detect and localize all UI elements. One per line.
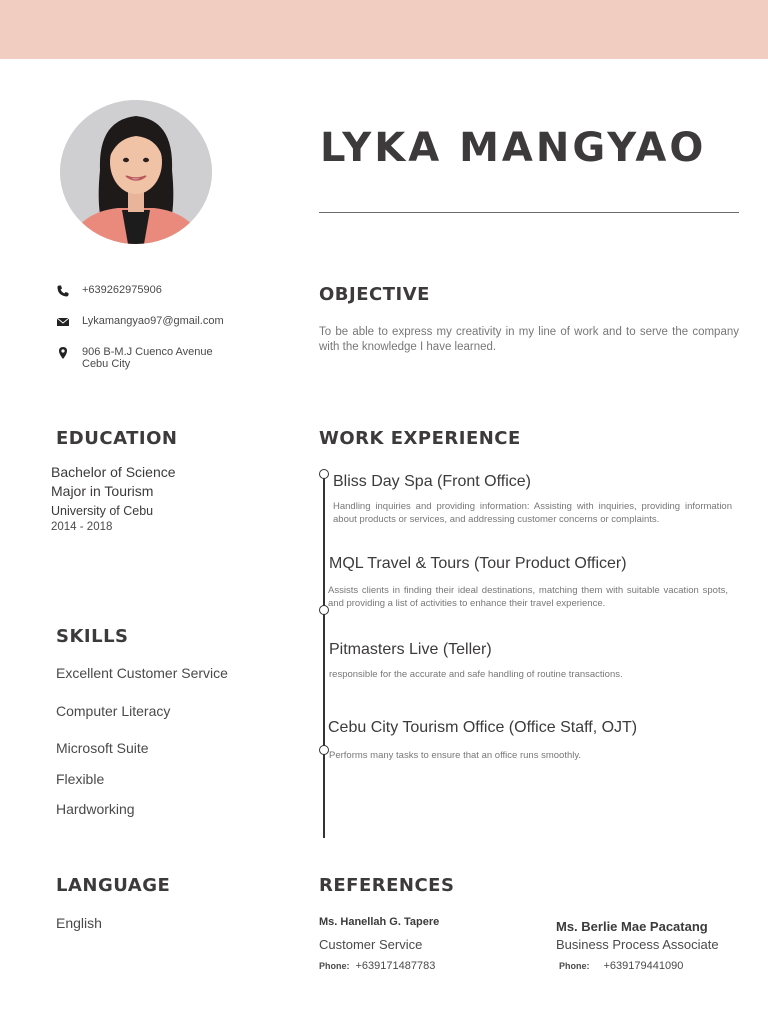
reference-phone-number: +639171487783 [355, 960, 436, 972]
language-item: English [56, 915, 102, 931]
job-description: responsible for the accurate and safe handling of routine transactions. [329, 669, 623, 680]
objective-text: To be able to express my creativity in my line of work and to serve the company with the knowledge I have learned. [319, 326, 739, 353]
email-text: Lykamangyao97@gmail.com [82, 315, 224, 327]
skill-item: Microsoft Suite [56, 740, 149, 756]
address-line-2: Cebu City [82, 358, 131, 370]
job-title: Bliss Day Spa (Front Office) [333, 473, 531, 490]
name-divider [319, 212, 739, 213]
skill-item: Excellent Customer Service [56, 665, 228, 681]
job-title: Pitmasters Live (Teller) [329, 641, 492, 658]
reference-role: Business Process Associate [556, 937, 719, 952]
job-title: MQL Travel & Tours (Tour Product Officer) [329, 555, 627, 572]
job-description: Performs many tasks to ensure that an office runs smoothly. [329, 750, 582, 761]
header-band [0, 0, 768, 59]
education-heading: EDUCATION [56, 428, 178, 449]
reference-phone-number: +639179441090 [603, 960, 684, 972]
timeline-line [323, 476, 325, 838]
references-heading: REFERENCES [319, 875, 455, 896]
candidate-name: LYKA MANGYAO [320, 125, 707, 171]
reference-name: Ms. Berlie Mae Pacatang [556, 919, 708, 934]
profile-photo [60, 100, 212, 244]
skill-item: Hardworking [56, 801, 135, 817]
timeline-dot [319, 745, 329, 755]
skill-item: Flexible [56, 771, 105, 787]
reference-phone [319, 960, 435, 972]
phone-label: Phone: [559, 961, 590, 971]
reference-role: Customer Service [319, 937, 423, 952]
address-line-1: 906 B-M.J Cuenco Avenue [82, 346, 213, 358]
school-name: University of Cebu [51, 504, 154, 518]
portrait-illustration [60, 100, 212, 244]
skill-item: Computer Literacy [56, 703, 171, 719]
reference-name: Ms. Hanellah G. Tapere [319, 916, 440, 928]
phone-text: +639262975906 [82, 284, 162, 296]
phone-icon [56, 284, 70, 298]
degree-line-2: Major in Tourism [51, 483, 154, 499]
job-title: Cebu City Tourism Office (Office Staff, OJT) [328, 719, 638, 736]
job-description: Handling inquiries and providing information: Assisting with inquiries, providing information about products or services, and addressing customer concerns or complaints. [333, 501, 732, 525]
skills-heading: SKILLS [56, 626, 129, 647]
education-years: 2014 - 2018 [51, 521, 113, 533]
degree-line-1: Bachelor of Science [51, 464, 176, 480]
objective-heading: OBJECTIVE [319, 284, 430, 305]
language-heading: LANGUAGE [56, 875, 171, 896]
phone-label: Phone: [319, 961, 350, 971]
timeline-dot [319, 469, 329, 479]
envelope-icon [56, 315, 70, 329]
job-description: Assists clients in finding their ideal destinations, matching them with suitable vacation spots, and providing a list of activities to enhance their travel experience. [328, 585, 728, 609]
reference-phone [559, 960, 683, 972]
work-heading: WORK EXPERIENCE [319, 428, 521, 449]
location-pin-icon [56, 346, 70, 360]
